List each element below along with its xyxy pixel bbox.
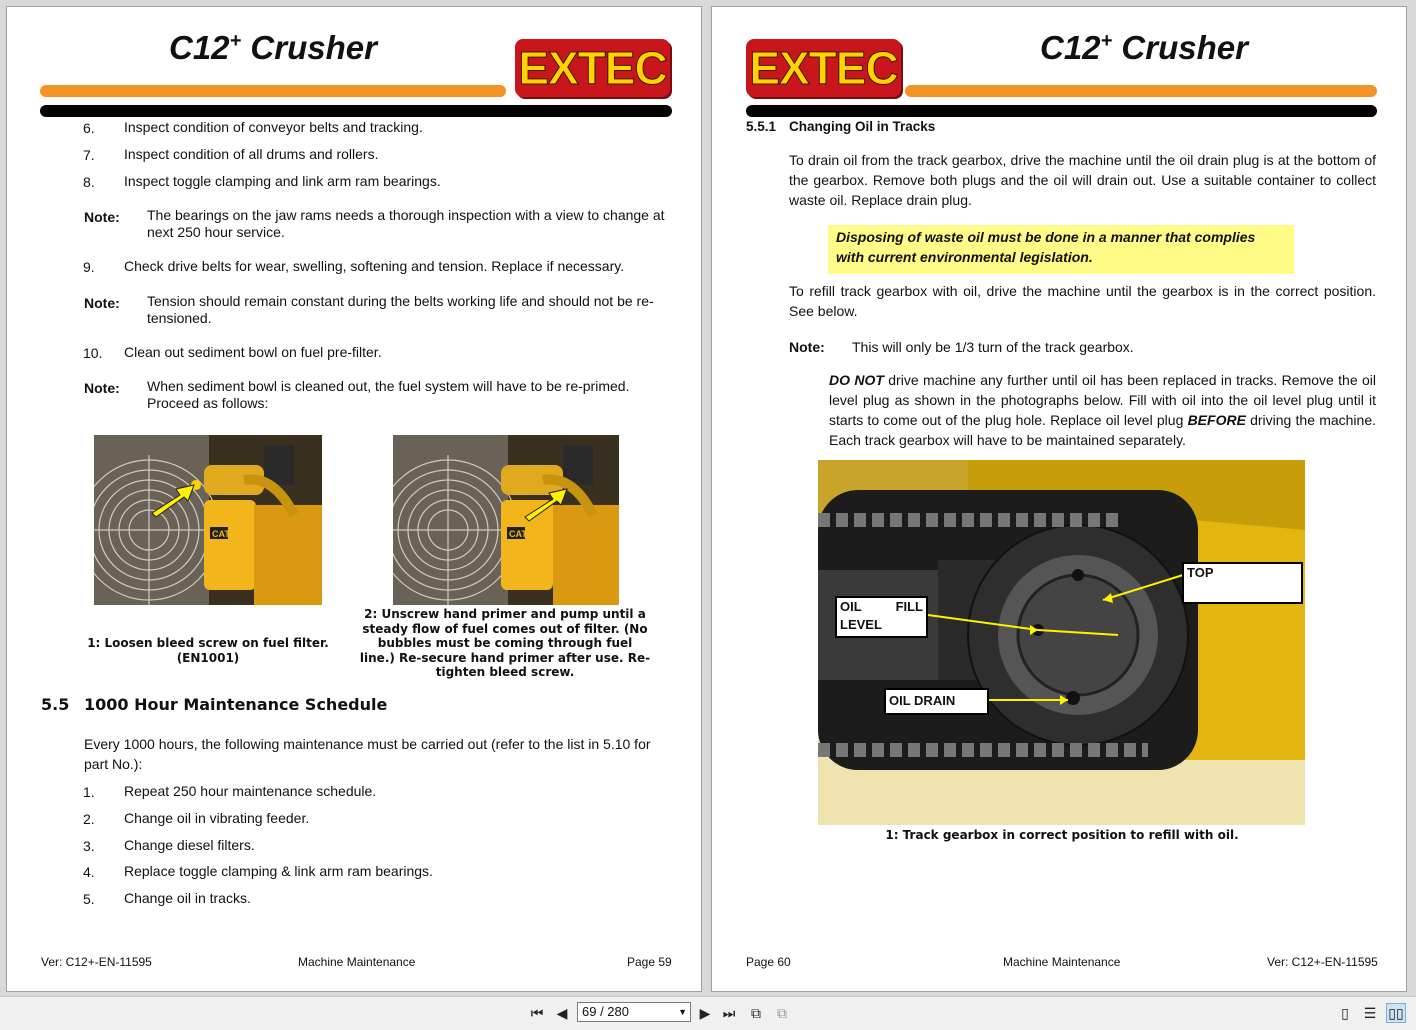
label-top: TOP [1182, 562, 1303, 604]
viewer-toolbar [0, 996, 1416, 1030]
list-item: Inspect condition of conveyor belts and tracking. [124, 119, 423, 135]
header-black-bar [746, 105, 1377, 117]
footer-version: Ver: C12+-EN-11595 [41, 955, 152, 969]
page-title: C12+ Crusher [1040, 29, 1248, 66]
photo-caption: 1: Loosen bleed screw on fuel filter. (EN1001) [87, 636, 329, 665]
list-number: 2. [83, 811, 95, 827]
pdf-page-left [6, 6, 702, 992]
first-page-icon[interactable]: ⏮ [530, 1004, 544, 1021]
section-number: 5.5 [41, 695, 70, 714]
paragraph: DO NOT drive machine any further until oil has been replaced in tracks. Remove the oil level plug as shown in the photographs below. Fill with oil into the oil level plug until it starts to come out of the plug hole. Replace oil level plug BEFORE driving the machine. Each track gearbox will have to be maintained separately. [829, 372, 1377, 448]
paragraph: To refill track gearbox with oil, drive the machine until the gearbox is in the correct position. See below. [789, 283, 1376, 319]
note-text: The bearings on the jaw rams needs a thorough inspection with a view to change at next 250 hour service. [147, 207, 665, 240]
photo-caption: 1: Track gearbox in correct position to refill with oil. [885, 828, 1239, 842]
paragraph: To drain oil from the track gearbox, drive the machine until the oil drain plug is at the bottom of the gearbox. Remove both plugs and the oil will drain out. Use a suitable container to collect waste oil. Replace drain plug. [789, 152, 1376, 208]
track-gearbox-photo [818, 460, 1305, 825]
single-page-view-icon[interactable]: ▯ [1341, 1004, 1349, 1021]
photo-caption: 2: Unscrew hand primer and pump until a steady flow of fuel comes out of filter. (No bubbles must be coming through fuel line.) Re-secure hand primer after use. Re-tighten bleed screw. [359, 607, 651, 679]
svg-text:CAT: CAT [212, 529, 230, 539]
list-item: Inspect condition of all drums and rollers. [124, 146, 379, 162]
list-number: 1. [83, 784, 95, 800]
footer-section: Machine Maintenance [1003, 955, 1121, 969]
note-label: Note: [84, 295, 120, 311]
list-item: Repeat 250 hour maintenance schedule. [124, 783, 377, 799]
previous-page-icon[interactable]: ◀ [556, 1004, 568, 1021]
label-oil-fill-level: OIL FILL LEVEL [835, 596, 928, 638]
page-number-select[interactable] [577, 1002, 691, 1022]
list-number: 4. [83, 864, 95, 880]
header-black-bar [40, 105, 672, 117]
go-forward-icon[interactable]: ⧉ [777, 1004, 787, 1021]
label-oil-drain: OIL DRAIN [884, 688, 989, 715]
list-number: 3. [83, 838, 95, 854]
extec-logo: EXTEC [515, 39, 670, 97]
list-item: Clean out sediment bowl on fuel pre-filter. [124, 344, 382, 360]
list-number: 10. [83, 345, 103, 361]
section-intro: Every 1000 hours, the following maintenance must be carried out (refer to the list in 5.10 for part No.): [84, 736, 651, 772]
header-orange-bar [40, 85, 506, 97]
list-number: 9. [83, 259, 95, 275]
note-text: When sediment bowl is cleaned out, the fuel system will have to be re-primed. Proceed as follows: [147, 378, 630, 411]
list-number: 7. [83, 147, 95, 163]
list-item: Replace toggle clamping & link arm ram bearings. [124, 863, 433, 879]
page-indicator: 69 / 280 [582, 1004, 629, 1019]
list-number: 8. [83, 174, 95, 190]
chevron-down-icon: ▼ [678, 1007, 687, 1017]
note-label: Note: [84, 209, 120, 225]
list-item: Change oil in tracks. [124, 890, 251, 906]
footer-page-number: Page 60 [746, 955, 791, 969]
section-title: 1000 Hour Maintenance Schedule [84, 695, 388, 714]
note-label: Note: [789, 339, 825, 355]
pdf-page-right [711, 6, 1407, 992]
last-page-icon[interactable]: ⏭ [722, 1004, 736, 1021]
footer-section: Machine Maintenance [298, 955, 416, 969]
continuous-view-icon[interactable]: ☰ [1363, 1004, 1377, 1021]
fuel-filter-photo-2 [393, 435, 619, 605]
two-page-view-icon[interactable]: ▯▯ [1386, 1003, 1406, 1023]
subsection-number: 5.5.1 [746, 119, 777, 134]
footer-version: Ver: C12+-EN-11595 [1267, 955, 1378, 969]
list-item: Check drive belts for wear, swelling, softening and tension. Replace if necessary. [124, 258, 625, 274]
list-number: 6. [83, 120, 95, 136]
environment-warning: Disposing of waste oil must be done in a manner that complies with current environmental legislation. [828, 225, 1294, 274]
page-title: C12+ Crusher [169, 29, 377, 66]
svg-text:CAT: CAT [509, 529, 527, 539]
next-page-icon[interactable]: ▶ [699, 1004, 711, 1021]
list-number: 5. [83, 891, 95, 907]
list-item: Change diesel filters. [124, 837, 255, 853]
note-text: Tension should remain constant during the belts working life and should not be re-tensioned. [147, 293, 654, 326]
footer-page-number: Page 59 [627, 955, 672, 969]
fuel-filter-photo-1 [94, 435, 322, 605]
header-orange-bar [905, 85, 1377, 97]
list-item: Inspect toggle clamping and link arm ram bearings. [124, 173, 441, 189]
extec-logo: EXTEC [746, 39, 901, 97]
go-back-icon[interactable]: ⧉ [751, 1004, 761, 1021]
note-text: This will only be 1/3 turn of the track gearbox. [852, 339, 1134, 355]
subsection-title: Changing Oil in Tracks [789, 119, 936, 134]
list-item: Change oil in vibrating feeder. [124, 810, 310, 826]
note-label: Note: [84, 380, 120, 396]
